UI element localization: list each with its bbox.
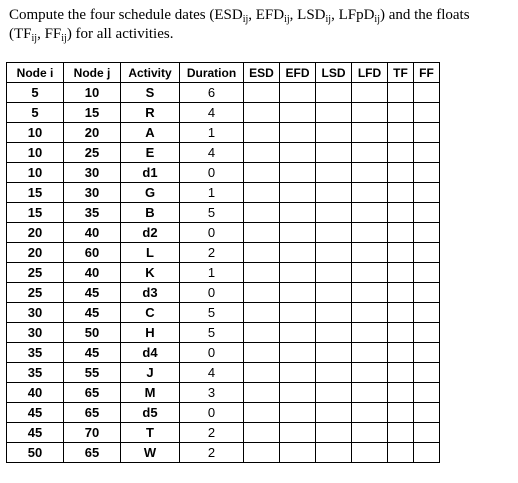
tf-cell[interactable] [388,203,414,223]
lsd-cell[interactable] [316,263,352,283]
node-j-cell: 40 [64,223,121,243]
node-i-cell: 50 [7,443,64,463]
table-row [7,383,440,403]
subscript: ij [31,33,38,44]
efd-cell[interactable] [280,123,316,143]
activity-cell: W [121,443,180,463]
table-row [7,83,440,103]
node-j-cell: 10 [64,83,121,103]
ff-cell[interactable] [414,263,440,283]
lsd-cell[interactable] [316,323,352,343]
duration-cell: 4 [180,143,244,163]
tf-cell[interactable] [388,143,414,163]
ff-cell[interactable] [414,203,440,223]
efd-cell[interactable] [280,383,316,403]
esd-cell[interactable] [244,243,280,263]
node-j-cell: 25 [64,143,121,163]
duration-cell: 5 [180,303,244,323]
lfd-cell[interactable] [352,103,388,123]
esd-cell[interactable] [244,363,280,383]
activity-cell: d1 [121,163,180,183]
activity-cell: C [121,303,180,323]
node-i-cell: 45 [7,403,64,423]
esd-cell[interactable] [244,143,280,163]
table-row [7,343,440,363]
header-node-i: Node i [7,63,64,83]
duration-cell: 2 [180,243,244,263]
lsd-cell[interactable] [316,143,352,163]
header-node-j: Node j [64,63,121,83]
lsd-cell[interactable] [316,183,352,203]
node-i-cell: 20 [7,223,64,243]
activity-cell: H [121,323,180,343]
node-j-cell: 55 [64,363,121,383]
lsd-cell[interactable] [316,83,352,103]
esd-cell[interactable] [244,263,280,283]
lfd-cell[interactable] [352,363,388,383]
lsd-cell[interactable] [316,403,352,423]
tf-cell[interactable] [388,263,414,283]
problem-statement [9,6,514,44]
esd-cell[interactable] [244,183,280,203]
subscript: ij [325,14,332,25]
node-i-cell: 10 [7,123,64,143]
duration-cell: 6 [180,83,244,103]
duration-cell: 4 [180,363,244,383]
node-i-cell: 30 [7,323,64,343]
efd-cell[interactable] [280,203,316,223]
efd-cell[interactable] [280,363,316,383]
tf-cell[interactable] [388,363,414,383]
duration-cell: 2 [180,443,244,463]
esd-cell[interactable] [244,443,280,463]
duration-cell: 5 [180,203,244,223]
text-fragment: , FF [37,26,62,42]
efd-cell[interactable] [280,443,316,463]
activity-cell: d4 [121,343,180,363]
subscript: ij [242,14,249,25]
tf-cell[interactable] [388,383,414,403]
text-fragment: ) for all activities. [66,26,174,42]
header-lfd: LFD [352,63,388,83]
esd-cell[interactable] [244,323,280,343]
node-j-cell: 40 [64,263,121,283]
node-i-cell: 5 [7,83,64,103]
subscript: ij [61,33,67,44]
text-fragment: (TF [9,26,32,42]
ff-cell[interactable] [414,403,440,423]
node-j-cell: 45 [64,303,121,323]
node-j-cell: 20 [64,123,121,143]
node-i-cell: 5 [7,103,64,123]
esd-cell[interactable] [244,283,280,303]
ff-cell[interactable] [414,423,440,443]
node-j-cell: 70 [64,423,121,443]
node-j-cell: 50 [64,323,121,343]
node-j-cell: 45 [64,283,121,303]
node-j-cell: 65 [64,383,121,403]
efd-cell[interactable] [280,263,316,283]
activity-cell: S [121,83,180,103]
lfd-cell[interactable] [352,123,388,143]
efd-cell[interactable] [280,163,316,183]
tf-cell[interactable] [388,343,414,363]
activity-cell: A [121,123,180,143]
esd-cell[interactable] [244,103,280,123]
lfd-cell[interactable] [352,283,388,303]
lfd-cell[interactable] [352,163,388,183]
duration-cell: 0 [180,163,244,183]
tf-cell[interactable] [388,403,414,423]
lfd-cell[interactable] [352,383,388,403]
node-i-cell: 40 [7,383,64,403]
ff-cell[interactable] [414,323,440,343]
ff-cell[interactable] [414,223,440,243]
activity-cell: J [121,363,180,383]
lsd-cell[interactable] [316,283,352,303]
problem-line-1 [9,6,514,25]
lfd-cell[interactable] [352,203,388,223]
activity-cell: d2 [121,223,180,243]
efd-cell[interactable] [280,423,316,443]
lsd-cell[interactable] [316,363,352,383]
ff-cell[interactable] [414,83,440,103]
activity-cell: E [121,143,180,163]
esd-cell[interactable] [244,303,280,323]
efd-cell[interactable] [280,183,316,203]
ff-cell[interactable] [414,443,440,463]
tf-cell[interactable] [388,163,414,183]
efd-cell[interactable] [280,143,316,163]
header-tf: TF [388,63,414,83]
lsd-cell[interactable] [316,163,352,183]
activity-cell: K [121,263,180,283]
esd-cell[interactable] [244,203,280,223]
table-row [7,103,440,123]
header-ff: FF [414,63,440,83]
tf-cell[interactable] [388,303,414,323]
efd-cell[interactable] [280,83,316,103]
esd-cell[interactable] [244,83,280,103]
node-j-cell: 45 [64,343,121,363]
node-i-cell: 30 [7,303,64,323]
node-i-cell: 15 [7,203,64,223]
ff-cell[interactable] [414,383,440,403]
node-i-cell: 10 [7,143,64,163]
tf-cell[interactable] [388,243,414,263]
lsd-cell[interactable] [316,443,352,463]
lsd-cell[interactable] [316,123,352,143]
ff-cell[interactable] [414,303,440,323]
lfd-cell[interactable] [352,343,388,363]
table-row [7,243,440,263]
text-fragment: Compute the four schedule dates (ESD [9,7,243,23]
lfd-cell[interactable] [352,183,388,203]
duration-cell: 1 [180,183,244,203]
node-i-cell: 25 [7,283,64,303]
lfd-cell[interactable] [352,403,388,423]
ff-cell[interactable] [414,183,440,203]
text-fragment: ) and the floats [379,7,470,23]
activity-cell: d5 [121,403,180,423]
table-body [7,83,440,463]
efd-cell[interactable] [280,243,316,263]
node-i-cell: 10 [7,163,64,183]
duration-cell: 0 [180,223,244,243]
tf-cell[interactable] [388,423,414,443]
duration-cell: 5 [180,323,244,343]
duration-cell: 2 [180,423,244,443]
node-j-cell: 65 [64,443,121,463]
lfd-cell[interactable] [352,263,388,283]
ff-cell[interactable] [414,243,440,263]
table-row [7,263,440,283]
table-row [7,323,440,343]
tf-cell[interactable] [388,283,414,303]
lsd-cell[interactable] [316,203,352,223]
text-fragment: , LSD [289,7,326,23]
efd-cell[interactable] [280,223,316,243]
table-row [7,423,440,443]
efd-cell[interactable] [280,303,316,323]
tf-cell[interactable] [388,323,414,343]
efd-cell[interactable] [280,323,316,343]
efd-cell[interactable] [280,343,316,363]
esd-cell[interactable] [244,343,280,363]
text-fragment: , LFpD [331,7,375,23]
tf-cell[interactable] [388,443,414,463]
ff-cell[interactable] [414,363,440,383]
table-row [7,363,440,383]
table-row [7,443,440,463]
lfd-cell[interactable] [352,423,388,443]
ff-cell[interactable] [414,283,440,303]
esd-cell[interactable] [244,423,280,443]
esd-cell[interactable] [244,383,280,403]
header-row [7,63,440,83]
duration-cell: 3 [180,383,244,403]
node-j-cell: 60 [64,243,121,263]
lsd-cell[interactable] [316,343,352,363]
node-j-cell: 30 [64,183,121,203]
lfd-cell[interactable] [352,243,388,263]
node-j-cell: 30 [64,163,121,183]
lsd-cell[interactable] [316,303,352,323]
efd-cell[interactable] [280,103,316,123]
subscript: ij [284,14,290,25]
activity-cell: T [121,423,180,443]
tf-cell[interactable] [388,183,414,203]
tf-cell[interactable] [388,83,414,103]
header-esd: ESD [244,63,280,83]
table-row [7,143,440,163]
activity-cell: L [121,243,180,263]
ff-cell[interactable] [414,343,440,363]
schedule-table [6,62,440,463]
table-row [7,163,440,183]
ff-cell[interactable] [414,163,440,183]
duration-cell: 1 [180,263,244,283]
ff-cell[interactable] [414,143,440,163]
lfd-cell[interactable] [352,223,388,243]
node-i-cell: 25 [7,263,64,283]
activity-cell: B [121,203,180,223]
table-row [7,223,440,243]
activity-cell: R [121,103,180,123]
esd-cell[interactable] [244,163,280,183]
table-row [7,283,440,303]
text-fragment: , EFD [248,7,285,23]
node-i-cell: 35 [7,343,64,363]
duration-cell: 4 [180,103,244,123]
node-j-cell: 15 [64,103,121,123]
problem-line-2 [9,25,514,44]
table-row [7,183,440,203]
lsd-cell[interactable] [316,103,352,123]
table-row [7,123,440,143]
header-activity: Activity [121,63,180,83]
header-lsd: LSD [316,63,352,83]
subscript: ij [374,14,380,25]
esd-cell[interactable] [244,123,280,143]
efd-cell[interactable] [280,403,316,423]
lfd-cell[interactable] [352,303,388,323]
node-i-cell: 20 [7,243,64,263]
header-duration: Duration [180,63,244,83]
node-j-cell: 35 [64,203,121,223]
header-efd: EFD [280,63,316,83]
tf-cell[interactable] [388,123,414,143]
esd-cell[interactable] [244,403,280,423]
node-i-cell: 35 [7,363,64,383]
duration-cell: 0 [180,403,244,423]
table-row [7,403,440,423]
activity-cell: d3 [121,283,180,303]
lfd-cell[interactable] [352,143,388,163]
lfd-cell[interactable] [352,323,388,343]
duration-cell: 1 [180,123,244,143]
esd-cell[interactable] [244,223,280,243]
node-i-cell: 45 [7,423,64,443]
node-i-cell: 15 [7,183,64,203]
lfd-cell[interactable] [352,83,388,103]
table-row [7,303,440,323]
activity-cell: M [121,383,180,403]
node-j-cell: 65 [64,403,121,423]
lsd-cell[interactable] [316,383,352,403]
table-row [7,203,440,223]
lsd-cell[interactable] [316,223,352,243]
tf-cell[interactable] [388,103,414,123]
activity-cell: G [121,183,180,203]
duration-cell: 0 [180,343,244,363]
ff-cell[interactable] [414,103,440,123]
lsd-cell[interactable] [316,243,352,263]
duration-cell: 0 [180,283,244,303]
tf-cell[interactable] [388,223,414,243]
ff-cell[interactable] [414,123,440,143]
lfd-cell[interactable] [352,443,388,463]
lsd-cell[interactable] [316,423,352,443]
efd-cell[interactable] [280,283,316,303]
